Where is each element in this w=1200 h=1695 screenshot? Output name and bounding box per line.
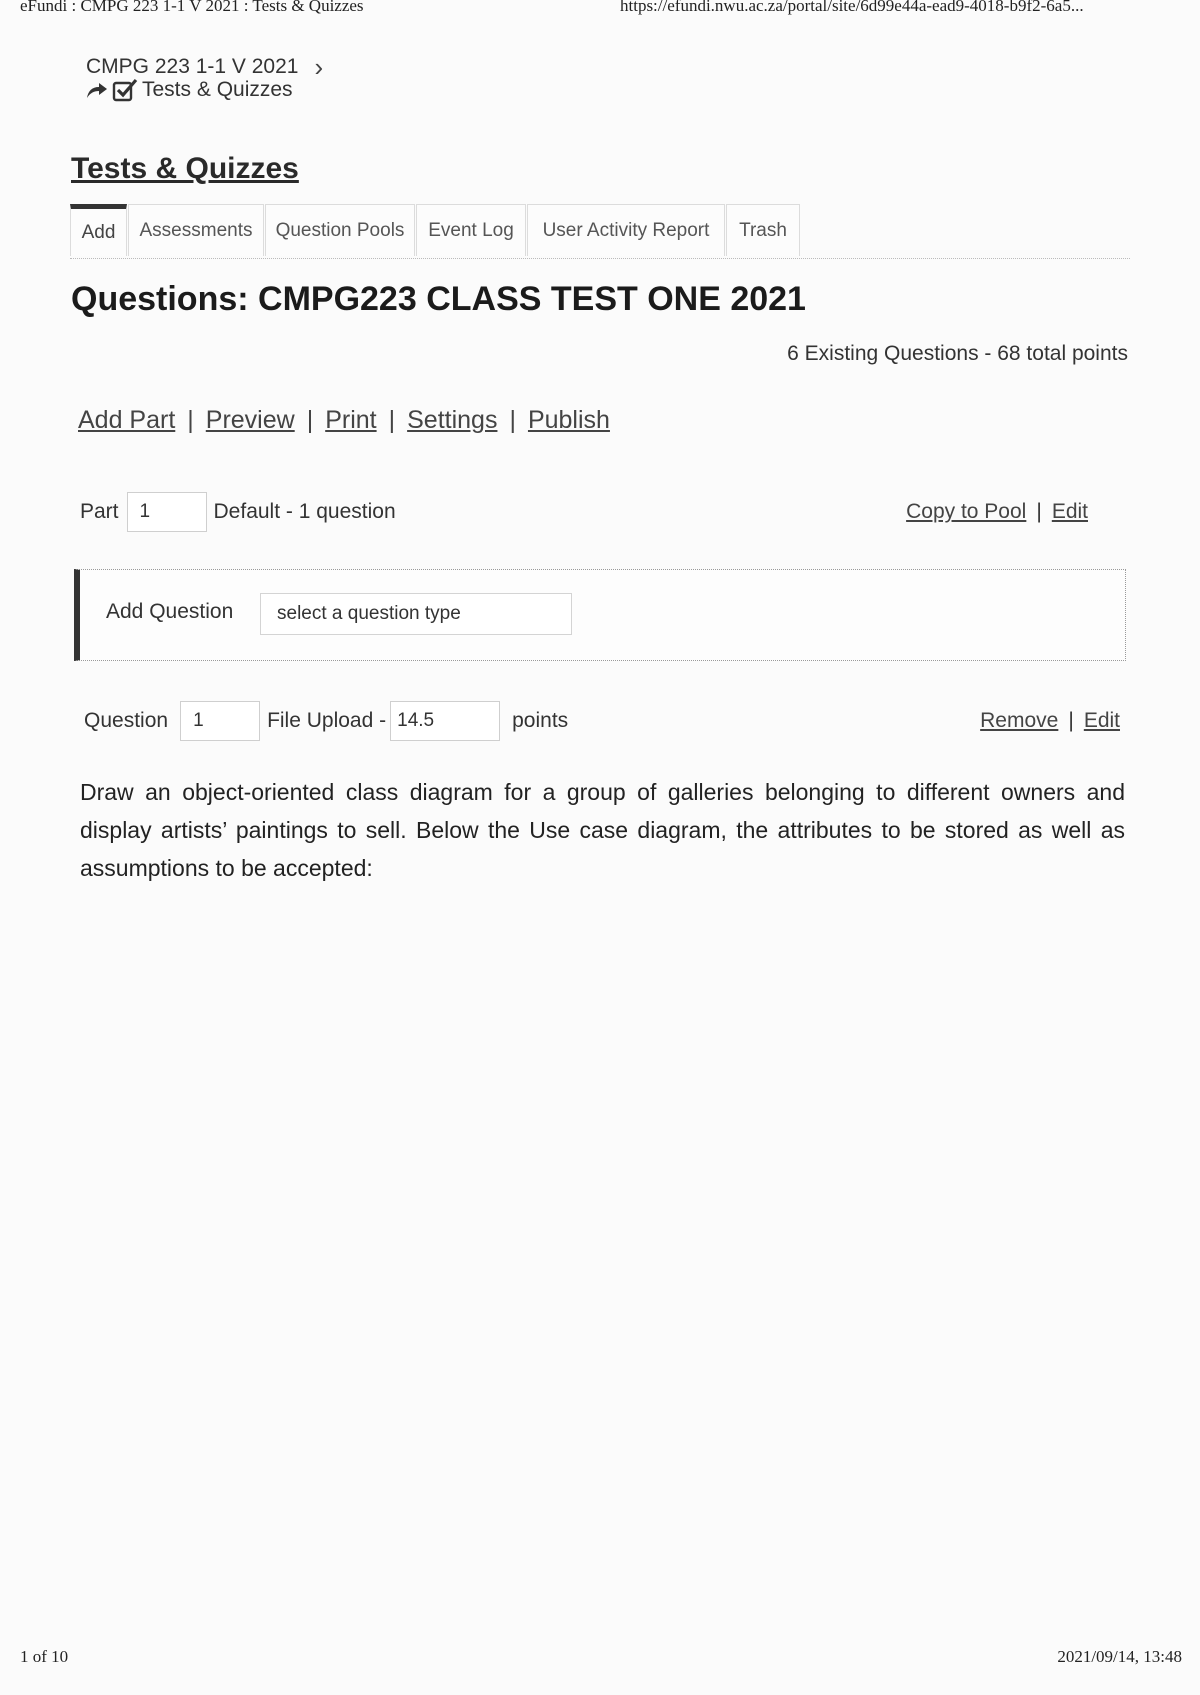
question-type-label: File Upload - <box>267 709 387 732</box>
breadcrumb-site-label: CMPG 223 1-1 V 2021 <box>86 55 299 78</box>
breadcrumb-site[interactable] <box>86 54 323 80</box>
breadcrumb-tool[interactable] <box>86 78 293 102</box>
separator: | <box>306 406 314 434</box>
part-row <box>80 490 1090 534</box>
print-header-url: https://efundi.nwu.ac.za/portal/site/6d99e44a-ead9-4018-b9f2-6a5... <box>620 0 1084 15</box>
share-arrow-icon <box>86 80 108 100</box>
edit-question-link[interactable]: Edit <box>1083 709 1120 732</box>
edit-part-link[interactable]: Edit <box>1051 500 1088 523</box>
tab-trash[interactable]: Trash <box>726 204 800 256</box>
separator: | <box>1068 709 1074 732</box>
question-number-input[interactable] <box>180 701 260 741</box>
print-header-title: eFundi : CMPG 223 1-1 V 2021 : Tests & Quizzes <box>20 0 364 15</box>
question-text: Draw an object-oriented class diagram for a group of galleries belonging to different owners and display artists’ paintings to sell. Below the Use case diagram, the attributes to be stored as well as assumptions to be accepted: <box>80 779 1125 881</box>
add-question-label: Add Question <box>106 600 234 623</box>
page-title: Questions: CMPG223 CLASS TEST ONE 2021 <box>71 280 806 318</box>
separator: | <box>388 406 396 434</box>
publish-link[interactable]: Publish <box>527 406 610 434</box>
tool-title[interactable]: Tests & Quizzes <box>71 152 299 185</box>
part-description: Default - 1 question <box>213 500 396 523</box>
separator: | <box>187 406 194 434</box>
separator: | <box>1036 500 1042 523</box>
question-actions <box>980 709 1120 733</box>
print-footer-timestamp: 2021/09/14, 13:48 <box>1057 1647 1182 1666</box>
part-number-input[interactable] <box>127 492 207 532</box>
tab-event-log[interactable]: Event Log <box>416 204 526 256</box>
tab-question-pools[interactable]: Question Pools <box>265 204 415 256</box>
part-label: Part <box>80 500 119 523</box>
copy-to-pool-link[interactable]: Copy to Pool <box>906 500 1027 523</box>
question-points-input[interactable] <box>390 701 500 741</box>
questions-summary: 6 Existing Questions - 68 total points <box>787 342 1128 365</box>
print-link[interactable]: Print <box>325 406 377 434</box>
add-question-panel <box>74 569 1126 661</box>
question-type-select[interactable]: select a question type <box>260 593 572 635</box>
separator: | <box>509 406 516 434</box>
breadcrumb-tool-label: Tests & Quizzes <box>142 78 293 101</box>
question-label: Question <box>84 709 169 732</box>
part-actions <box>906 500 1088 524</box>
action-links <box>78 406 610 435</box>
tab-assessments[interactable]: Assessments <box>128 204 264 256</box>
preview-link[interactable]: Preview <box>205 406 295 434</box>
checkbox-icon <box>112 78 138 102</box>
question-row <box>84 699 1120 743</box>
tab-bar <box>70 204 1130 259</box>
settings-link[interactable]: Settings <box>407 406 498 434</box>
print-footer-page: 1 of 10 <box>20 1647 69 1666</box>
add-part-link[interactable]: Add Part <box>78 406 176 434</box>
chevron-right-icon: › <box>314 52 324 82</box>
remove-question-link[interactable]: Remove <box>980 709 1059 732</box>
points-label: points <box>512 709 569 732</box>
tab-add[interactable]: Add <box>70 204 127 256</box>
tab-user-activity-report[interactable]: User Activity Report <box>527 204 725 256</box>
